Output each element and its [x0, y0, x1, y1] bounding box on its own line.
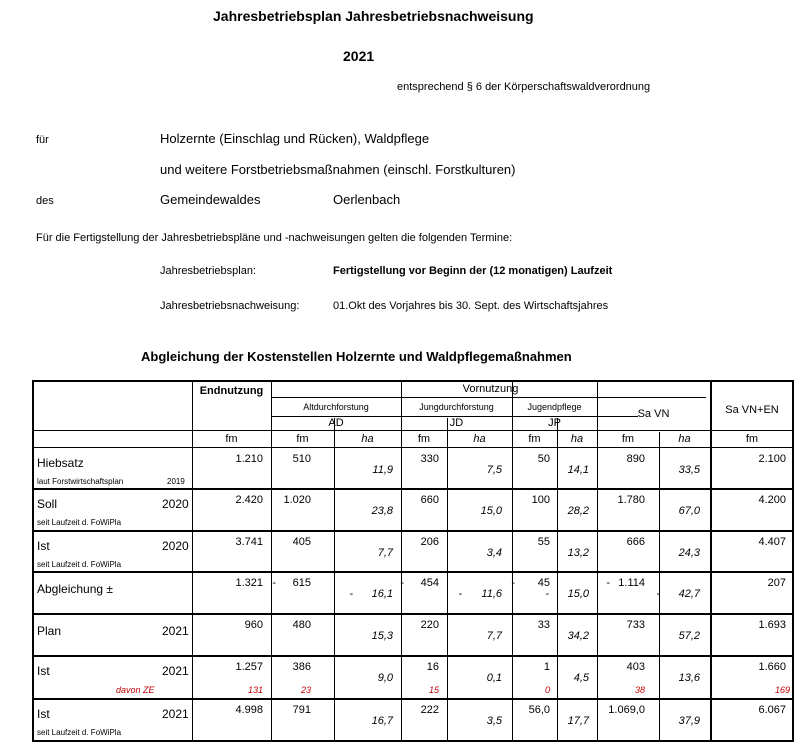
- header-jd: JD: [449, 417, 464, 429]
- header-sa-vn-en: Sa VN+EN: [725, 404, 779, 416]
- cell-ad-fm: 405: [292, 536, 311, 548]
- cell-jd-ha: 7,5: [486, 464, 502, 476]
- kostenstellen-table: [32, 380, 794, 742]
- page-title: Jahresbetriebsplan Jahresbetriebsnachweisung: [213, 8, 534, 24]
- header-ad: AD: [328, 417, 344, 429]
- unit-fm: fm: [296, 433, 309, 445]
- unit-fm: fm: [745, 433, 759, 445]
- cell-en: 1.257: [235, 661, 263, 673]
- cell-en: 1.210: [235, 453, 263, 465]
- cell-sa-fm: 666: [626, 536, 645, 548]
- fuer-label: für: [36, 134, 49, 146]
- cell-ad-fm: 791: [292, 704, 311, 716]
- cell-tot: 207: [767, 577, 786, 589]
- termine-intro: Für die Fertigstellung der Jahresbetriebspläne und -nachweisungen gelten die folgenden Termine:: [36, 232, 513, 244]
- jbp-value: Fertigstellung vor Beginn der (12 monatigen) Laufzeit: [333, 265, 613, 277]
- cell-jp-fm: 1: [543, 661, 550, 673]
- cell-jp-ha: 17,7: [567, 715, 589, 727]
- cell-sa-fm: 1.069,0: [608, 704, 645, 716]
- cell-jd-ha: 0,1: [486, 672, 502, 684]
- cell-tot: 2.100: [758, 453, 786, 465]
- unit-ha: ha: [361, 433, 374, 445]
- cell-sa-ha: 24,3: [678, 547, 700, 559]
- header-sa-vn: Sa VN: [637, 408, 670, 420]
- des-label: des: [36, 195, 54, 207]
- cell-ad-fm: 480: [292, 619, 311, 631]
- cell-jp-ha: 4,5: [573, 672, 589, 684]
- cell-jd-fm: 206: [420, 536, 439, 548]
- cell-ad-fm: 386: [292, 661, 311, 673]
- fuer-line-2: und weitere Forstbetriebsmaßnahmen (einschl. Forstkulturen): [160, 162, 516, 177]
- cell-en: 2.420: [235, 494, 263, 506]
- minus-sign: -: [606, 577, 610, 589]
- cell-en: 960: [244, 619, 263, 631]
- cell-sa-ha: 67,0: [678, 505, 700, 517]
- header-endnutzung: Endnutzung: [199, 385, 264, 397]
- cell-ad-ha: 23,8: [371, 505, 393, 517]
- row-year: 2020: [162, 497, 189, 511]
- row-subyear: 2019: [167, 477, 185, 486]
- section-title: Abgleichung der Kostenstellen Holzernte und Waldpflegemaßnahmen: [141, 349, 572, 364]
- row-label: Ist: [37, 539, 50, 553]
- row-year: 2021: [162, 664, 189, 678]
- cell-ad-ha: 16,7: [371, 715, 393, 727]
- cell-jd-ha: 11,6: [481, 588, 502, 600]
- row-year: 2021: [162, 624, 189, 638]
- row-label: Abgleichung ±: [37, 582, 113, 596]
- cell-jp-ha: 14,1: [567, 464, 589, 476]
- cell-jd-ha: 15,0: [480, 505, 502, 517]
- cell-jp-ha: 15,0: [567, 588, 589, 600]
- cell-en: 1.321: [235, 577, 263, 589]
- des-value: Gemeindewaldes: [160, 192, 261, 207]
- cell-ad-fm: 510: [292, 453, 311, 465]
- cell-jp-fm: 33: [537, 619, 550, 631]
- row-label: Soll: [37, 497, 58, 511]
- cell-jp-fm: 55: [537, 536, 550, 548]
- cell-sa-fm: 733: [626, 619, 645, 631]
- subtitle: entsprechend § 6 der Körperschaftswaldverordnung: [397, 81, 651, 93]
- year-heading: 2021: [343, 48, 375, 64]
- unit-fm: fm: [528, 433, 541, 445]
- minus-sign: -: [656, 588, 660, 600]
- cell-jp-ha: 28,2: [567, 505, 589, 517]
- unit-ha: ha: [473, 433, 486, 445]
- cell-jd-ha: 3,4: [486, 547, 502, 559]
- cell-jd-fm: 222: [420, 704, 439, 716]
- cell-tot: 6.067: [758, 704, 786, 716]
- cell-tot: 4.407: [758, 536, 786, 548]
- cell-jp-fm: 100: [531, 494, 550, 506]
- cell-tot: 1.693: [758, 619, 786, 631]
- cell-jd-fm: 16: [426, 661, 439, 673]
- header-vornutzung: Vornutzung: [462, 383, 519, 395]
- row-sublabel: seit Laufzeit d. FoWiPla: [37, 728, 122, 737]
- cell-tot: 1.660: [758, 661, 786, 673]
- header-jungdurchforstung: Jungdurchforstung: [419, 402, 494, 412]
- fuer-line-1: Holzernte (Einschlag und Rücken), Waldpflege: [160, 131, 430, 146]
- cell-sa-ha: 42,7: [678, 588, 700, 600]
- unit-fm: fm: [417, 433, 431, 445]
- cell-sa-fm: 403: [626, 661, 645, 673]
- cell-jp-fm: 50: [537, 453, 550, 465]
- row-sublabel: seit Laufzeit d. FoWiPla: [37, 560, 122, 569]
- cell-jp-ha: 34,2: [567, 630, 589, 642]
- jbn-label: Jahresbetriebsnachweisung:: [160, 300, 300, 312]
- minus-sign: -: [272, 577, 276, 589]
- cell-sa-fm: 890: [626, 453, 645, 465]
- jbn-value: 01.Okt des Vorjahres bis 30. Sept. des Wirtschaftsjahres: [333, 300, 609, 312]
- ze-value: 15: [428, 685, 439, 695]
- row-sublabel: davon ZE: [116, 685, 155, 695]
- row-sublabel: seit Laufzeit d. FoWiPla: [37, 518, 122, 527]
- cell-jp-fm: 45: [537, 577, 550, 589]
- minus-sign: -: [511, 577, 515, 589]
- cell-ad-ha: 7,7: [377, 547, 393, 559]
- ze-value: 0: [544, 685, 550, 695]
- unit-ha: ha: [678, 433, 691, 445]
- ze-value: 169: [774, 685, 790, 695]
- minus-sign: -: [349, 588, 353, 600]
- cell-sa-ha: 57,2: [678, 630, 700, 642]
- minus-sign: -: [458, 588, 462, 600]
- cell-jd-fm: 220: [420, 619, 439, 631]
- cell-sa-ha: 37,9: [678, 715, 700, 727]
- cell-tot: 4.200: [758, 494, 786, 506]
- cell-ad-fm: 1.020: [283, 494, 311, 506]
- cell-sa-fm: 1.114: [618, 577, 645, 589]
- cell-en: 4.998: [235, 704, 263, 716]
- cell-en: 3.741: [235, 536, 263, 548]
- row-label: Ist: [37, 664, 50, 678]
- unit-fm: fm: [225, 433, 238, 445]
- place: Oerlenbach: [333, 192, 401, 207]
- header-jp: JP: [548, 417, 561, 429]
- cell-jd-fm: 330: [420, 453, 439, 465]
- cell-jp-ha: 13,2: [567, 547, 589, 559]
- cell-ad-ha: 15,3: [371, 630, 393, 642]
- cell-jd-fm: 660: [420, 494, 439, 506]
- unit-fm: fm: [621, 433, 635, 445]
- row-label: Hiebsatz: [37, 456, 84, 470]
- jbp-label: Jahresbetriebsplan:: [160, 265, 257, 277]
- cell-jd-ha: 3,5: [486, 715, 502, 727]
- cell-jp-fm: 56,0: [528, 704, 550, 716]
- cell-sa-fm: 1.780: [617, 494, 645, 506]
- row-label: Ist: [37, 707, 50, 721]
- cell-ad-ha: 16,1: [371, 588, 393, 600]
- cell-sa-ha: 13,6: [678, 672, 700, 684]
- cell-ad-ha: 11,9: [372, 464, 393, 476]
- minus-sign: -: [545, 588, 549, 600]
- row-year: 2020: [162, 539, 189, 553]
- cell-sa-ha: 33,5: [678, 464, 700, 476]
- ze-value: 38: [634, 685, 645, 695]
- cell-jd-ha: 7,7: [486, 630, 502, 642]
- row-label: Plan: [37, 624, 62, 638]
- header-jugendpflege: Jugendpflege: [527, 402, 582, 412]
- row-sublabel: laut Forstwirtschaftsplan: [37, 477, 124, 486]
- unit-ha: ha: [570, 433, 584, 445]
- cell-jd-fm: 454: [420, 577, 439, 589]
- minus-sign: -: [400, 577, 404, 589]
- row-year: 2021: [162, 707, 189, 721]
- cell-ad-ha: 9,0: [377, 672, 393, 684]
- header-altdurchforstung: Altdurchforstung: [303, 402, 369, 412]
- ze-value: 131: [247, 685, 263, 695]
- ze-value: 23: [300, 685, 311, 695]
- cell-ad-fm: 615: [292, 577, 311, 589]
